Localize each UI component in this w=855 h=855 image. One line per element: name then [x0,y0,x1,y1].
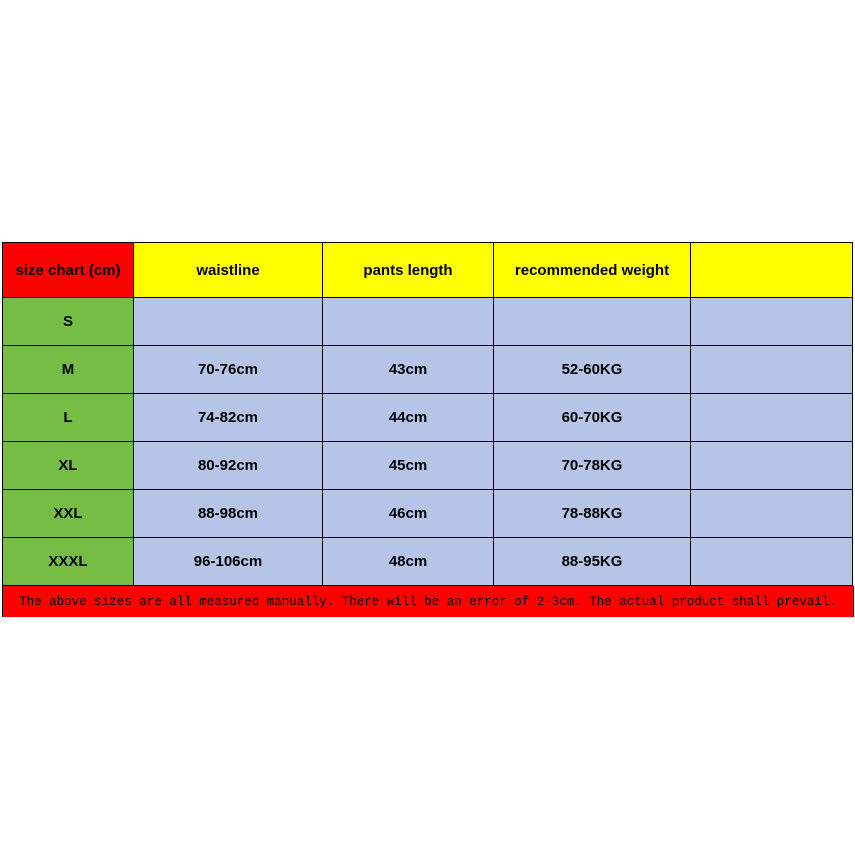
size-cell: XXXL [3,538,134,586]
weight-cell [494,298,691,346]
pants-length-cell: 43cm [323,346,494,394]
weight-cell: 78-88KG [494,490,691,538]
waistline-cell [134,298,323,346]
header-cell-pants-length: pants length [323,243,494,298]
pants-length-cell [323,298,494,346]
pants-length-cell: 45cm [323,442,494,490]
waistline-cell: 70-76cm [134,346,323,394]
size-cell: XL [3,442,134,490]
table-body [3,298,853,586]
empty-cell [691,490,853,538]
empty-cell [691,442,853,490]
size-row-m [3,346,853,394]
size-cell: XXL [3,490,134,538]
header-cell-size-chart: size chart (cm) [3,243,134,298]
waistline-cell: 88-98cm [134,490,323,538]
empty-cell [691,394,853,442]
size-row-xxxl [3,538,853,586]
size-row-xl [3,442,853,490]
empty-cell [691,298,853,346]
pants-length-cell: 48cm [323,538,494,586]
size-chart-container [2,242,852,617]
size-row-xxl [3,490,853,538]
weight-cell: 70-78KG [494,442,691,490]
weight-cell: 60-70KG [494,394,691,442]
weight-cell: 88-95KG [494,538,691,586]
header-cell-waistline: waistline [134,243,323,298]
waistline-cell: 74-82cm [134,394,323,442]
table-header [3,243,853,298]
empty-cell [691,346,853,394]
header-cell-recommended-weight: recommended weight [494,243,691,298]
empty-cell [691,538,853,586]
pants-length-cell: 44cm [323,394,494,442]
waistline-cell: 96-106cm [134,538,323,586]
header-cell-empty [691,243,853,298]
header-row [3,243,853,298]
weight-cell: 52-60KG [494,346,691,394]
size-cell: L [3,394,134,442]
pants-length-cell: 46cm [323,490,494,538]
size-cell: S [3,298,134,346]
size-row-l [3,394,853,442]
size-chart-table [2,242,853,586]
disclaimer-banner: The above sizes are all measured manually. There will be an error of 2-3cm. The actual product shall prevail. [2,586,854,617]
waistline-cell: 80-92cm [134,442,323,490]
size-row-s [3,298,853,346]
size-cell: M [3,346,134,394]
